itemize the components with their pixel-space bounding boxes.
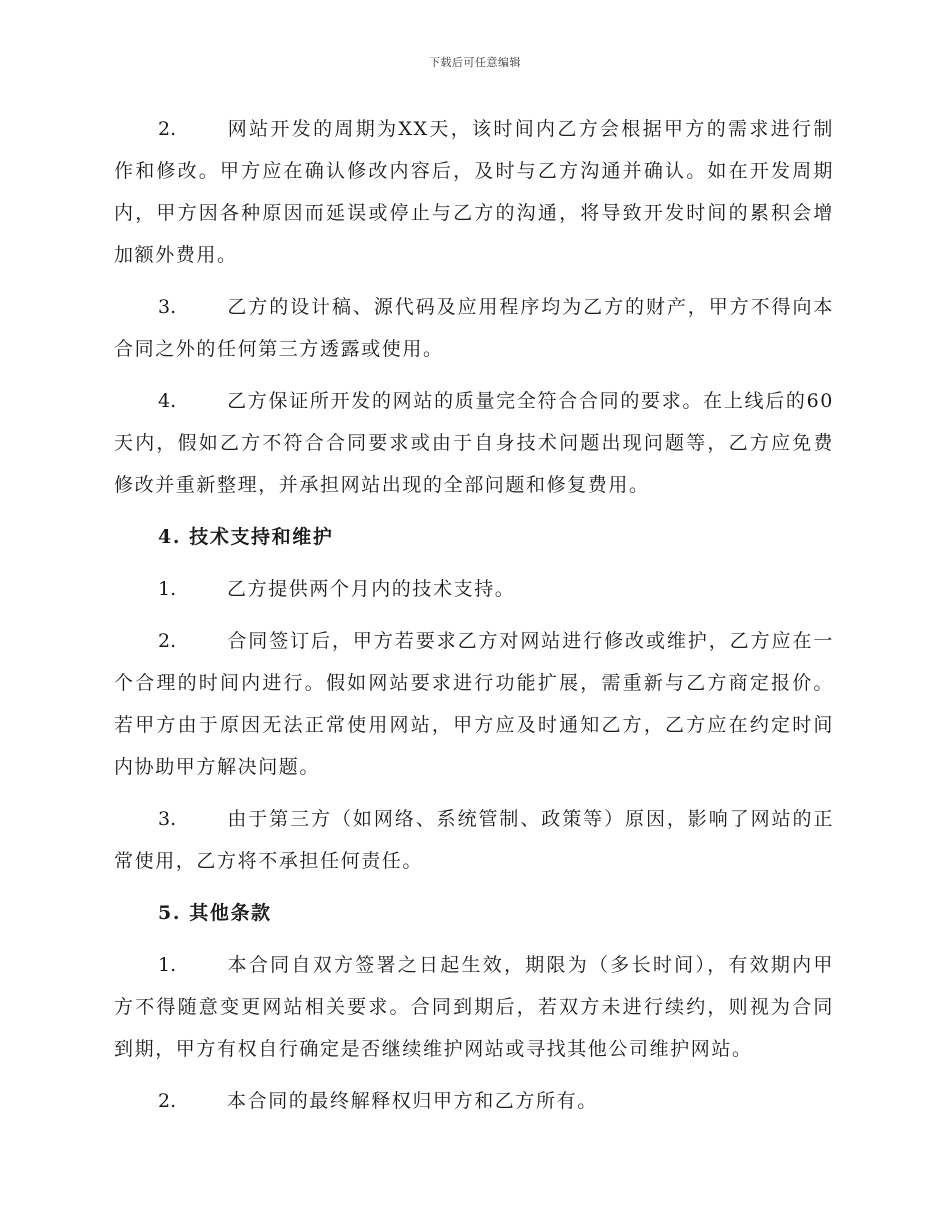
clause-number: 1. [158,954,177,976]
clause-item [114,568,834,610]
section-heading: 5. 其他条款 [158,902,272,924]
page-header: 下载后可任意编辑 [429,56,521,69]
clause-item [114,798,834,882]
clause-text: 乙方保证所开发的网站的质量完全符合合同的要求。在上线后的60天内，假如乙方不符合合同要求或由于自身技术问题出现问题等，乙方应免费修改并重新整理，并承担网站出现的全部问题和修复费用。 [114,390,834,496]
clause-text: 本合同的最终解释权归甲方和乙方所有。 [227,1090,598,1112]
clause-item [114,108,834,276]
clause-text: 本合同自双方签署之日起生效，期限为（多长时间），有效期内甲方不得随意变更网站相关要求。合同到期后，若双方未进行续约，则视为合同到期，甲方有权自行确定是否继续维护网站或寻找其他公司维护网站。 [114,954,834,1060]
clause-number: 2. [158,630,177,652]
clause-item [114,1080,834,1122]
section-heading: 4. 技术支持和维护 [158,526,334,548]
clause-item [114,380,834,506]
clause-number: 2. [158,1090,177,1112]
clause-item [114,944,834,1070]
clause-number: 1. [158,578,177,600]
clause-text: 合同签订后，甲方若要求乙方对网站进行修改或维护，乙方应在一个合理的时间内进行。假如网站要求进行功能扩展，需重新与乙方商定报价。若甲方由于原因无法正常使用网站，甲方应及时通知乙方，乙方应在约定时间内协助甲方解决问题。 [114,630,834,778]
clause-number: 3. [158,808,177,830]
clause-item [114,620,834,788]
clause-number: 4. [158,390,177,412]
document-body [114,108,834,1132]
clause-item [114,286,834,370]
clause-number: 3. [158,296,177,318]
clause-text: 网站开发的周期为XX天，该时间内乙方会根据甲方的需求进行制作和修改。甲方应在确认修改内容后，及时与乙方沟通并确认。如在开发周期内，甲方因各种原因而延误或停止与乙方的沟通，将导致开发时间的累积会增加额外费用。 [114,118,834,266]
clause-text: 乙方提供两个月内的技术支持。 [227,578,516,600]
clause-text: 乙方的设计稿、源代码及应用程序均为乙方的财产，甲方不得向本合同之外的任何第三方透露或使用。 [114,296,834,360]
clause-text: 由于第三方（如网络、系统管制、政策等）原因，影响了网站的正常使用，乙方将不承担任何责任。 [114,808,834,872]
clause-number: 2. [158,118,177,140]
